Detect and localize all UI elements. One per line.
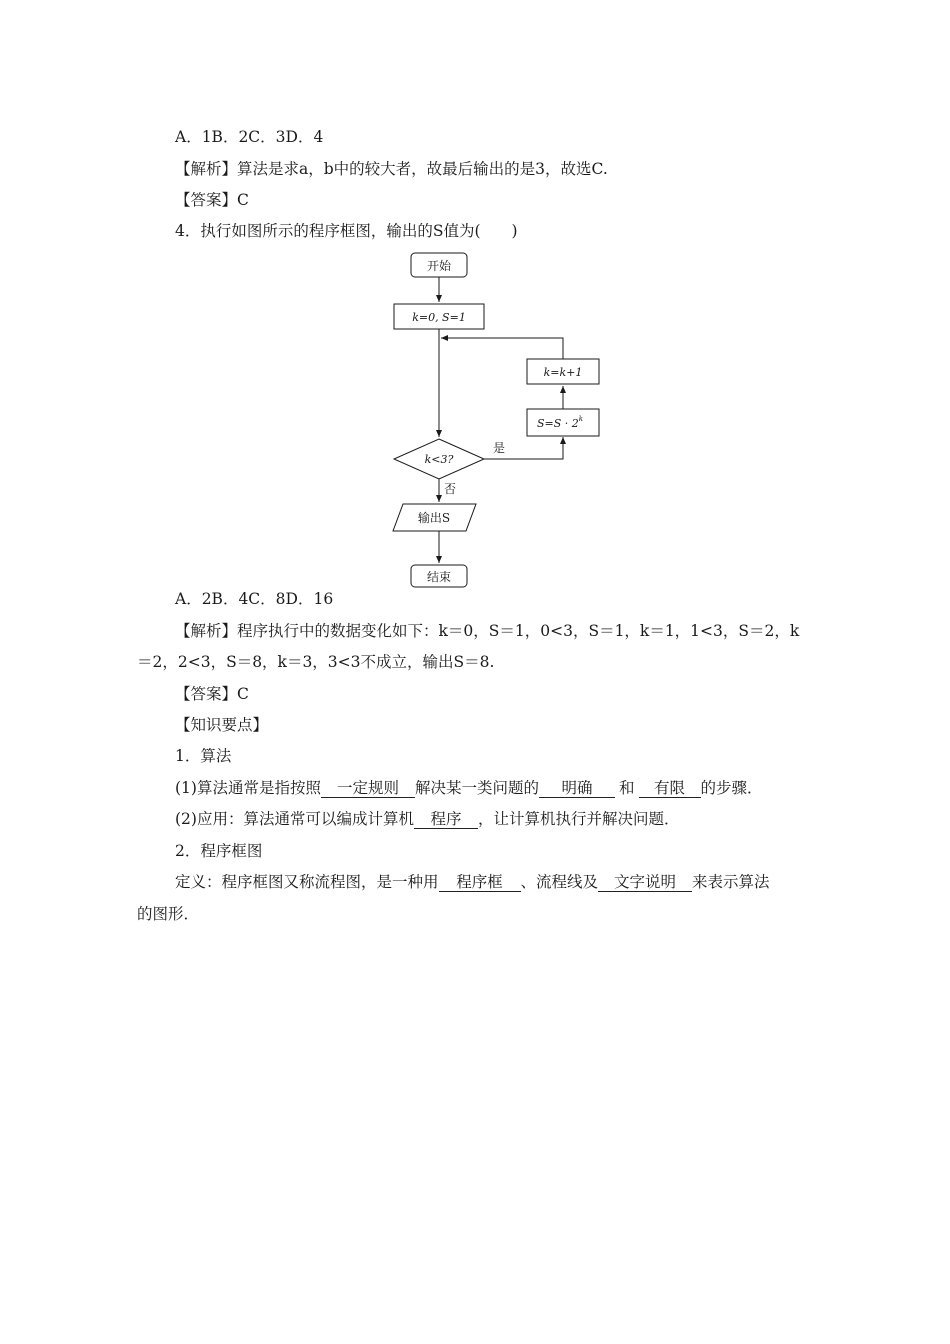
flowchart-update-base: S=S · 2 (536, 417, 579, 430)
q4-analysis-line1: 【解析】程序执行中的数据变化如下：k＝0，S＝1，0<3，S＝1，k＝1，1<3，S＝2，k (175, 622, 800, 640)
flowchart-increment-label: k=k+1 (543, 366, 583, 379)
flowchart-end-label: 结束 (426, 570, 452, 584)
fill-blank-1: 一定规则 (321, 779, 415, 798)
q4-answer: 【答案】C (175, 685, 249, 703)
s2-p1-text-a: 定义：程序框图又称流程图，是一种用 (175, 873, 439, 891)
section-1-title: 1．算法 (175, 747, 232, 765)
flowchart-update-label (537, 415, 583, 430)
s1-p1-text-d: 和 (618, 779, 635, 797)
section-2-paragraph-1-cont: 的图形． (137, 905, 200, 923)
fill-blank-3: 有限 (639, 779, 701, 798)
section-1-paragraph-1 (175, 778, 763, 798)
flowchart-update-exponent: k (578, 415, 584, 423)
flowchart-output-label: 输出S (417, 511, 451, 525)
knowledge-heading: 【知识要点】 (175, 716, 269, 734)
s2-p1-text-d: 来表示算法 (692, 873, 770, 891)
q3-analysis: 【解析】算法是求a，b中的较大者，故最后输出的是3，故选C. (175, 160, 608, 178)
flowchart-condition-label: k<3? (424, 453, 454, 466)
s1-p2-text-c: ，让计算机执行并解决问题． (477, 810, 680, 828)
section-2-paragraph-1 (175, 872, 770, 892)
q3-options: A．1B．2C．3D．4 (175, 128, 324, 146)
q4-question: 4．执行如图所示的程序框图，输出的S值为( ) (175, 222, 518, 240)
s1-p2-text-a: (2)应用：算法通常可以编成计算机 (175, 810, 414, 828)
s1-p1-text-c: 解决某一类问题的 (414, 779, 539, 797)
s1-p1-text-a: (1)算法通常是指按照 (175, 779, 321, 797)
section-1-paragraph-2 (175, 809, 679, 829)
fill-blank-6: 文字说明 (598, 873, 692, 892)
s2-p1-text-c: 、流程线及 (520, 873, 599, 891)
flowchart-no-label: 否 (444, 482, 457, 496)
fill-blank-4: 程序 (414, 810, 478, 829)
q4-options: A．2B．4C．8D．16 (175, 590, 334, 608)
q4-analysis-line2: ＝2，2<3，S＝8，k＝3，3<3不成立，输出S＝8. (137, 653, 495, 671)
section-2-title: 2．程序框图 (175, 842, 263, 860)
s1-p1-text-e: 的步骤． (700, 779, 763, 797)
flowchart-start-label: 开始 (426, 259, 452, 273)
fill-blank-5: 程序框 (439, 873, 521, 892)
q3-answer: 【答案】C (175, 191, 249, 209)
flowchart (0, 0, 950, 600)
fill-blank-2: 明确 (539, 779, 615, 798)
flowchart-init-label: k=0, S=1 (412, 311, 466, 324)
flowchart-yes-label: 是 (493, 441, 506, 455)
